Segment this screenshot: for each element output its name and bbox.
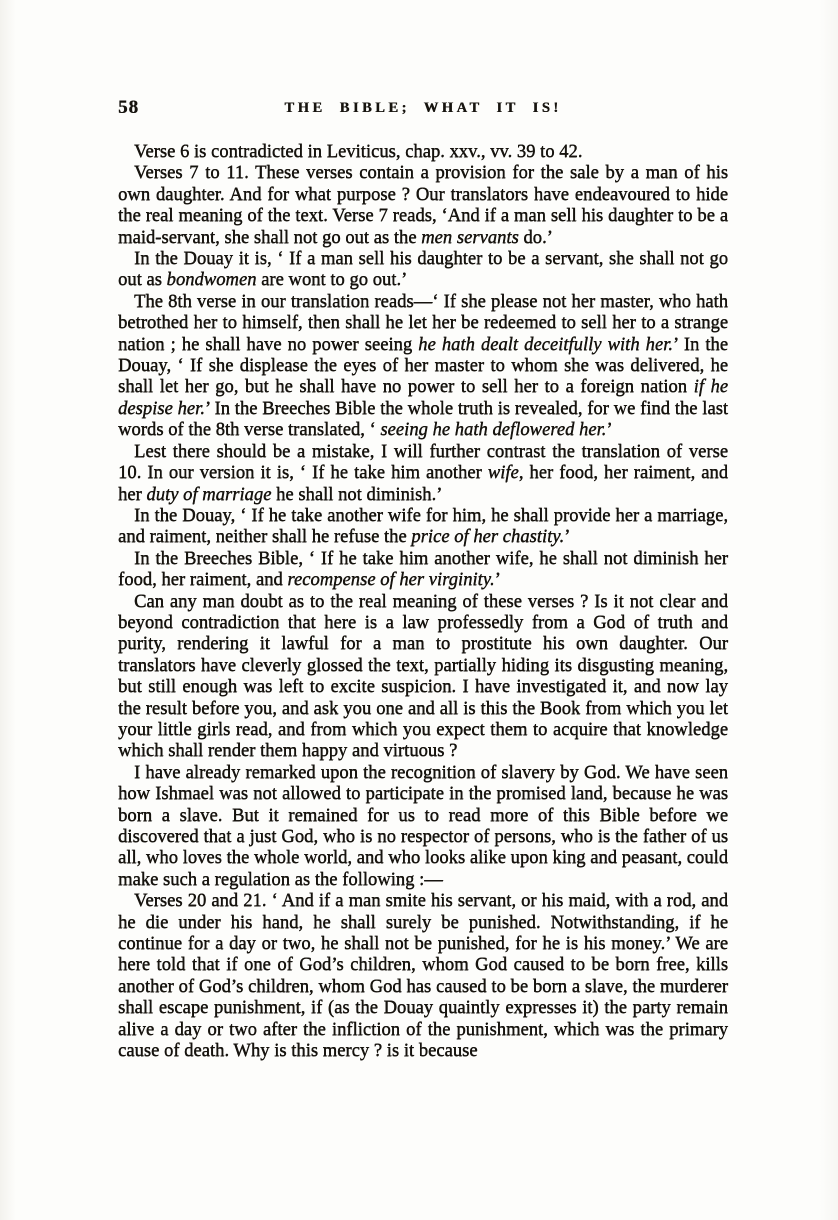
text-segment: ’ In the Douay, ‘ If she displease the eyes of her master to whom she was delivered, he shall let her go, but he shall have no power to sell her to a foreign nation — [118, 333, 728, 398]
italic-phrase: seeing he hath deflowered her. — [380, 419, 607, 441]
text-segment: ’ — [606, 419, 613, 441]
paragraph-7 — [118, 548, 728, 591]
italic-phrase: men servants — [421, 226, 519, 248]
text-block — [118, 141, 728, 1061]
paragraph-9 — [118, 762, 728, 890]
text-segment: Can any man doubt as to the real meaning of these verses ? Is it not clear and beyond contradiction that here is a law professedly from a God of truth and purity, rendering it lawful for a man to prostitute his own daughter. Our translators have cleverly glossed the text, partially hiding its disgusting meaning, but still enough was left to excite suspicion. I have investigated it, and now lay the result before you, and ask you one and all is this the Book from which you let your little girls read, and from which you expect them to acquire that knowledge which shall render them happy and virtuous ? — [118, 590, 728, 762]
running-header — [118, 97, 728, 121]
paragraph-6 — [118, 505, 728, 548]
italic-phrase: price of her chastity. — [411, 526, 565, 548]
running-title: THE BIBLE; WHAT IT IS! — [284, 100, 562, 116]
text-segment: , her food, her raiment, and her — [118, 462, 728, 505]
text-segment: are wont to go out.’ — [256, 269, 408, 291]
paragraph-10 — [118, 890, 728, 1061]
paragraph-1 — [118, 141, 728, 162]
italic-phrase: if he despise her. — [118, 376, 728, 419]
text-segment: Verses 7 to 11. These verses contain a provision for the sale by a man of his own daughter. And for what purpose ? Our translators have endeavoured to hide the real meaning of the text. Verse 7 reads, ‘And if a man sell his daughter to be a maid-servant, she shall not go out as the — [118, 162, 728, 248]
text-segment: The 8th verse in our translation reads—‘ If she please not her master, who hath betrothed her to himself, then shall he let her be redeemed to sell her to a strange nation ; he shall have no power seeing — [118, 290, 728, 355]
text-segment: In the Breeches Bible, ‘ If he take him another wife, he shall not diminish her food, her raiment, and — [118, 547, 728, 591]
italic-phrase: wife — [487, 462, 519, 484]
text-segment: he shall not diminish.’ — [271, 483, 443, 505]
text-segment: ’ — [494, 569, 501, 591]
paragraph-8 — [118, 591, 728, 762]
italic-phrase: bondwomen — [166, 269, 257, 291]
italic-phrase: duty of marriage — [146, 483, 272, 505]
paragraph-2 — [118, 162, 728, 248]
text-segment: Lest there should be a mistake, I will further contrast the translation of verse 10. In our version it is, ‘ If he take him another — [118, 440, 728, 484]
paragraph-3 — [118, 248, 728, 291]
text-segment: ’ — [564, 526, 571, 548]
text-segment: I have already remarked upon the recognition of slavery by God. We have seen how Ishmael was not allowed to participate in the promised land, because he was born a slave. But it remained for us to read more of this Bible before we discovered that a just God, who is no respector of persons, who is the father of us all, who loves the whole world, and who looks alike upon king and peasant, could make such a regulation as the following :— — [118, 761, 728, 890]
text-segment: In the Douay, ‘ If he take another wife for him, he shall provide her a marriage, and raiment, neither shall he refuse the — [118, 504, 728, 548]
text-segment: ’ In the Breeches Bible the whole truth is revealed, for we find the last words of the 8th verse translated, ‘ — [118, 397, 728, 441]
text-segment: do.’ — [518, 226, 553, 248]
page-number: 58 — [118, 97, 139, 118]
text-segment: Verses 20 and 21. ‘ And if a man smite his servant, or his maid, with a rod, and he die under his hand, he shall surely be punished. Notwithstanding, if he continue for a day or two, he shall not be punished, for he is his money.’ We are here told that if one of God’s children, whom God caused to be born free, kills another of God’s children, whom God has caused to be born a slave, the murderer shall escape punishment, if (as the Douay quaintly expresses it) the party remain alive a day or two after the infliction of the punishment, which was the primary cause of death. Why is this mercy ? is it because — [118, 890, 728, 1062]
text-segment: In the Douay it is, ‘ If a man sell his daughter to be a servant, she shall not go out as — [118, 248, 728, 291]
paragraph-5 — [118, 441, 728, 505]
paragraph-4 — [118, 291, 728, 441]
text-segment: Verse 6 is contradicted in Leviticus, chap. xxv., vv. 39 to 42. — [134, 141, 583, 162]
italic-phrase: he hath dealt deceitfully with her. — [418, 333, 673, 355]
italic-phrase: recompense of her virginity. — [287, 569, 495, 591]
